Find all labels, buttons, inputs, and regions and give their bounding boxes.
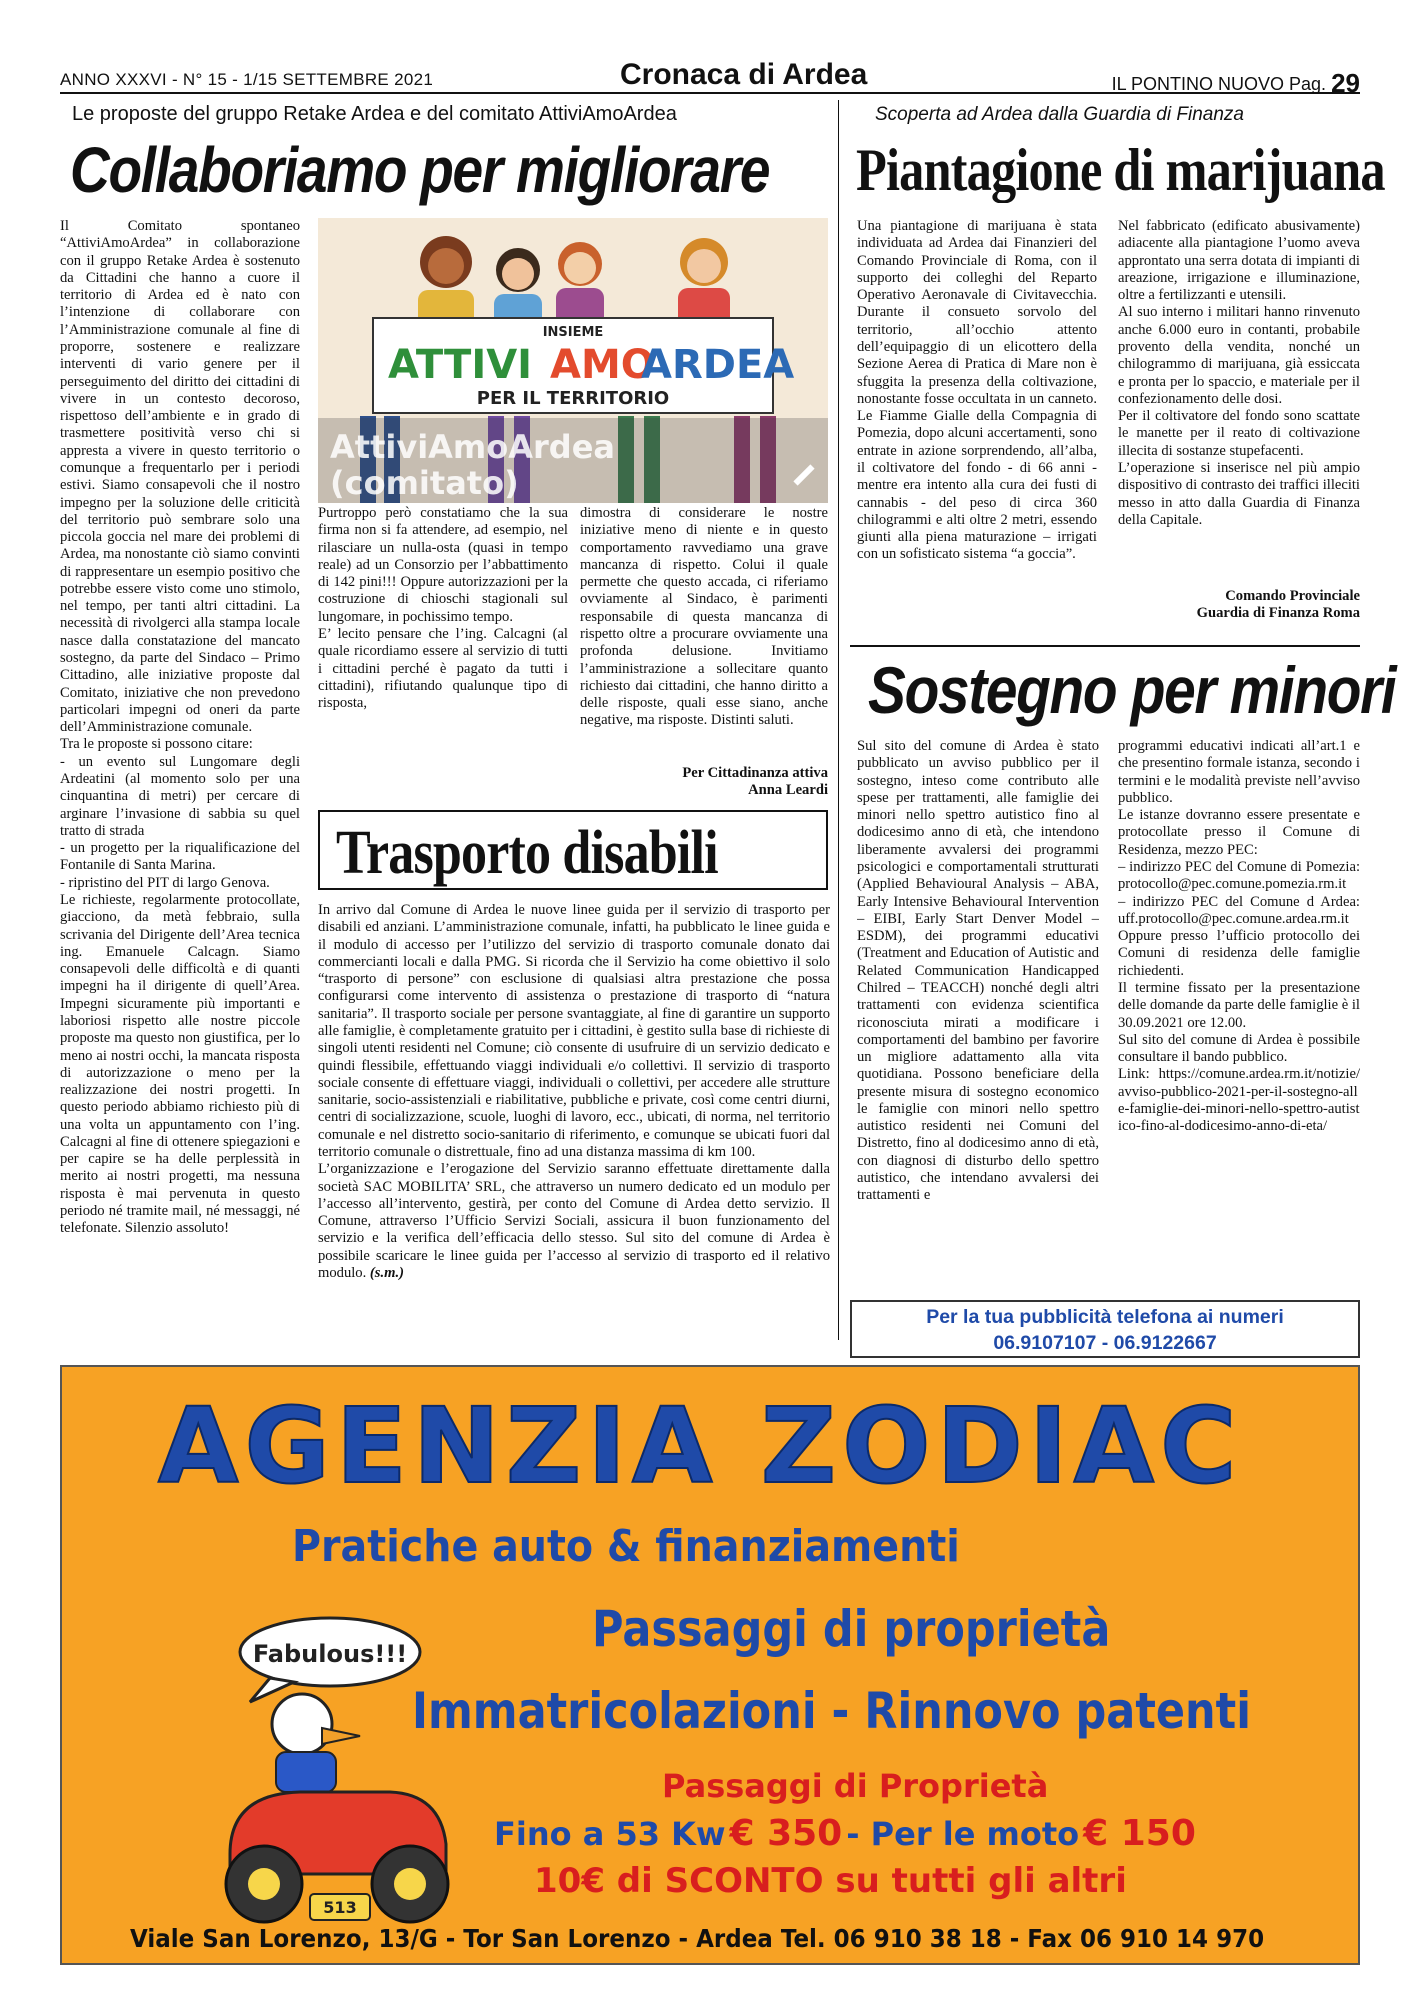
ad-line-immatricolazioni: Immatricolazioni - Rinnovo patenti: [412, 1682, 1251, 1740]
people-illustration: [318, 218, 828, 503]
art1-para: dimostra di considerare le nostre iniziative meno di niente e in questo comportamento ravvediamo una grave mancanza di rispetto. Colui il quale permette che questo accada, ci riferiamo ovviamente al Sindaco, è parimenti responsabile di questa mancanza di rispetto oltre a procurare ovviamente una profonda delusione. Invitiamo l’amministrazione a sollecitare quanto richiesto dai cittadini, che hanno diritto a delle risposte, quali esse siano, anche negative, ma risposte. Distinti saluti.: [580, 505, 828, 729]
art2-para: Nel fabbricato (edificato abusivamente) adiacente alla piantagione l’uomo aveva approntato una serra dotata di impianti di areazione, irrigazione e illuminazione, oltre a fertilizzanti e utensili.: [1118, 218, 1360, 304]
art1-para: - ripristino del PIT di largo Genova.: [60, 874, 270, 891]
photo-caption-1: AttiviAmoArdea: [330, 428, 615, 466]
price-moto: € 150: [1083, 1813, 1196, 1854]
paper-label: IL PONTINO NUOVO Pag.: [1111, 74, 1327, 94]
art4-column-2: [1118, 738, 1360, 1283]
photo-caption-2: (comitato): [330, 464, 519, 502]
art3-para: In arrivo dal Comune di Ardea le nuove linee guida per il servizio di trasporto per disabili ed anziani. L’amministrazione comunale, infatti, ha pubblicato le linee guida e il modulo di accesso per l’utilizzo del servizio di trasporto comunale donato dai commercianti locali e dalla PMG. Si ricorda che il Servizio ha come obiettivo il solo “trasporto di persone” con esclusione di qualsiasi altra prestazione che possa configurarsi come intervento di assistenza o prestazione di trasporto di “natura sanitaria”. Il trasporto sociale per persone svantaggiate, al fine di garantire un supporto alle famiglie, è completamente gratuito per i cittadini, è gestito sulla base di richieste di singoli utenti residenti nel Comune; ciò consente di usufruire di un servizio dedicato e quindi flessibile, effettuando viaggi individuali e/o collettivi. Il servizio di trasporto sociale consente di effettuare viaggi, individuali o collettivi, per accedere alle strutture sanitarie, socio-assistenziali e riabilitative, pubbliche e private, così come centri diurni, centri di socializzazione, scuole, luoghi di lavoro, ecc., ubicati, di norma, nel territorio comunale e nel distretto socio-sanitario di riferimento, e comunque se ubicati fuori dal territorio comunale o distrettuale, fino ad una distanza massima di km 100.: [318, 902, 830, 1160]
art4-para: Le istanze dovranno essere presentate e protocollate presso il Comune di Residenza, mezzo PEC:: [1118, 807, 1360, 858]
pub-line-1: Per la tua pubblicità telefona ai numeri: [926, 1306, 1284, 1328]
price-auto: € 350: [729, 1813, 843, 1854]
page-number: 29: [1331, 68, 1360, 98]
art1-sig-line1: Per Cittadinanza attiva: [682, 765, 828, 781]
art2-para: Una piantagione di marijuana è stata individuata ad Ardea dai Finanzieri del Comando Provinciale di Roma, con il supporto dei colleghi del Reparto Operativo Aeronavale di Civitavecchia. Durante il consueto sorvolo del territorio, all’occhio attento dell’equipaggio di un elicottero della Sezione Aerea di Pratica di Mare non è sfuggita la presenza della coltivazione, nonostante fosse occultata in un canneto. Le Fiamme Gialle della Compagnia di Pomezia, dopo alcuni accertamenti, sono entrate in azione sorprendendo, all’alba, il coltivatore del fondo - di 66 anni - mentre era intento alla cura dei fusti di cannabis - del peso di circa 360 chilogrammi e alti oltre 2 metri, essendo giunti alla piena maturazione – irrigati con un sofisticato sistema “a goccia”.: [857, 218, 1097, 563]
art1-sig-line2: Anna Leardi: [748, 782, 828, 799]
art3-para: L’organizzazione e l’erogazione del Servizio saranno effettuate direttamente dalla società SAC MOBILITA’ SRL, che attraverso un numero dedicato ed un modulo per l’accesso all’intervento, gestirà, per conto del Comune di Ardea detto servizio. Il Comune, attraverso l’Ufficio Servizi Sociali, assicura il buon funzionamento del servizio e la verifica dell’efficacia dello stesso. Sul sito del comune di Ardea è possibile scaricare le linee guida per l’accesso al servizio di trasporto ed il relativo modulo.: [318, 1161, 830, 1281]
art4-para: Sul sito del comune di Ardea è stato pubblicato un avviso pubblico per il sostegno, inteso come contributo alle spese per trattamenti, alle famiglie dei minori nello spettro autistico fino al dodicesimo anno di età, che intendono liberamente avvalersi dei programmi psicologici e comportamentali strutturati (Applied Behavioural Analysis – ABA, Early Intensive Behavioural Intervention – EIBI, Early Start Denver Model – ESDM), dei programmi educativi (Treatment and Education of Autistic and Related Communication Handicapped Chilred – TEACCH) nonché degli altri trattamenti con evidenza scientifica riconosciuta mirati a modificare i comportamenti del bambino per favorire un migliore adattamento alla vita quotidiana. Possono beneficiare della presente misura di sostegno economico le famiglie con minori nello spettro autistico residenti nei Comuni del Distretto, fino al dodicesimo anno di età, con diagnosi di disturbo dello spettro autistico, che intendano avvalersi dei trattamenti e: [857, 738, 1099, 1204]
art3-title-box: [318, 810, 828, 890]
art4-para: Sul sito del comune di Ardea è possibile consultare il bando pubblico.: [1118, 1031, 1360, 1066]
art1-kicker: Le proposte del gruppo Retake Ardea e del comitato AttiviAmoArdea: [72, 103, 677, 125]
art4-top-rule: [850, 645, 1360, 647]
art2-sig-line2: Guardia di Finanza Roma: [1196, 605, 1360, 622]
ad-red-passaggi: Passaggi di Proprietà: [662, 1767, 1049, 1805]
page-header: [60, 58, 1360, 98]
art3-body: [318, 902, 830, 1362]
art2-column-1: [857, 218, 1097, 623]
art2-title: Piantagione di marijuana: [856, 137, 1385, 203]
art1-para: Tra le proposte si possono citare:: [60, 736, 253, 753]
logo-attivi: ATTIVI: [388, 342, 533, 388]
art4-column-1: [857, 738, 1099, 1293]
art4-para: programmi educativi indicati all’art.1 e che presentino formale istanza, secondo i termini e le modalità previste nell’avviso pubblico.: [1118, 738, 1360, 806]
art2-sig-line1: Comando Provinciale: [1225, 588, 1360, 604]
advertising-contact-box: [850, 1300, 1360, 1358]
per-il-territorio-label: PER IL TERRITORIO: [476, 388, 670, 409]
issue-info: ANNO XXXVI - N° 15 - 1/15 SETTEMBRE 2021: [60, 70, 434, 89]
price-label-kw: Fino a 53 Kw: [494, 1815, 726, 1853]
ad-discount: 10€ di SCONTO su tutti gli altri: [534, 1861, 1127, 1901]
art1-column-2: [318, 505, 568, 800]
insieme-label: INSIEME: [542, 325, 604, 340]
paper-name: [1112, 68, 1360, 99]
art4-title: Sostegno per minori: [868, 653, 1396, 727]
ad-title: AGENZIA ZODIAC: [158, 1385, 1243, 1507]
price-label-moto: - Per le moto: [846, 1815, 1080, 1853]
art2-para: Per il coltivatore del fondo sono scattate le manette per il reato di coltivazione illecita di sostanze stupefacenti.: [1118, 408, 1360, 459]
art1-para: E’ lecito pensare che l’ing. Calcagni (al quale ricordiamo essere al servizio di tutti i cittadini perché è pagato da tutti i cittadini), rifiutando qualunque tipo di risposta,: [318, 625, 568, 712]
art2-para: Al suo interno i militari hanno rinvenuto anche 6.000 euro in contanti, probabile provento della vendita, nonché un chilogrammo di marijuana, già essiccata e pronta per lo spaccio, e materiale per il confezionamento delle dosi.: [1118, 304, 1360, 407]
attiviamoardea-photo: [318, 218, 828, 503]
speech-bubble-text: Fabulous!!!: [252, 1640, 408, 1668]
art4-para: – indirizzo PEC del Comune d Ardea: uff.protocollo@pec.comune.ardea.rm.it: [1118, 893, 1360, 927]
art2-para: L’operazione si inserisce nel più ampio dispositivo di contrasto dei traffici illeciti messo in atto dalla Guardia di Finanza della Capitale.: [1118, 459, 1360, 528]
art4-link[interactable]: Link: https://comune.ardea.rm.it/notizie/avviso-pubblico-2021-per-il-sostegno-alle-famiglie-dei-minori-nello-spettro-autistico-fino-al-dodicesimo-anno-di-eta/: [1118, 1066, 1360, 1135]
ad-line-passaggi: Passaggi di proprietà: [592, 1600, 1111, 1658]
license-plate: 513: [323, 1898, 357, 1917]
column-divider: [838, 100, 839, 1340]
art4-para: Oppure presso l’ufficio protocollo dei Comuni di residenza delle famiglie richiedenti.: [1118, 928, 1360, 979]
art2-column-2: [1118, 218, 1360, 588]
art1-column-1: [60, 218, 300, 1353]
art1-para: Le richieste, regolarmente protocollate, giacciono, da metà febbraio, sulla scrivania del Dirigente dell’Area tecnica ing. Emanuele Calcagn. Siamo consapevoli delle difficoltà e di quanti impegni ha il dirigente di quell’Area. Impegni sicuramente più importanti e laboriosi rispetto alle nostre piccole proposte ma questo non giustifica, per lo meno ai nostri occhi, la mancata risposta di autorizzazione o meno per la realizzazione dei nostri progetti. In questo periodo abbiamo richiesto più di una volta un appuntamento con l’ing. Calcagni al fine di ottenere spiegazioni e per capire se ha delle perplessità in merito ai nostri progetti, ma nessuna risposta è mai pervenuta in questo periodo né tramite mail, né messaggi, né telefonate. Silenzio assoluto!: [60, 891, 300, 1237]
art1-para: Purtroppo però constatiamo che la sua firma non si fa attendere, ad esempio, nel rilasciare un nulla-osta (quasi in tempo reale) ad un Consorzio per l’abbattimento di 142 pini!!! Oppure autorizzazioni per la costruzione di chioschi stagionali sul lungomare, in pochissimo tempo.: [318, 505, 568, 625]
ad-prices: [494, 1813, 1196, 1854]
pub-phone-numbers: 06.9107107 - 06.9122667: [993, 1332, 1217, 1354]
art1-title: Collaboriamo per migliorare: [70, 134, 770, 206]
art3-title: Trasporto disabili: [336, 819, 718, 887]
art1-signature: [580, 765, 828, 800]
donald-duck-car-illustration: [210, 1604, 470, 1944]
logo-amo: AMO: [550, 342, 655, 388]
art1-para: - un progetto per la riqualificazione del Fontanile di Santa Marina.: [60, 840, 300, 874]
art1-para: Il Comitato spontaneo “AttiviAmoArdea” in collaborazione con il gruppo Retake Ardea è sostenuto da Cittadini che hanno a cuore il territorio di Ardea ed è nato con l’intenzione di collaborare con l’Amministrazione comunale al fine di proporre, sostenere e realizzare interventi di vario genere per il perseguimento del diritto dei cittadini di vivere in un contesto decoroso, rispettoso dell’ambiente e in grado di trasmettere positività verso chi si appresta a vivere in questo territorio o comunque a frequentarlo per i periodi estivi. Siamo consapevoli che il nostro impegno per la soluzione delle criticità del territorio può sembrare solo una piccola goccia nel mare dei problemi di Ardea, ma nonostante ciò siamo convinti di rappresentare un esempio positivo che potrebbe essere visto come uno stimolo, nel tempo, per tanti altri cittadini. La necessità di rivolgerci alla stampa locale nasce dalla constatazione del mancato sostegno, da parte del Sindaco – Primo Cittadino, alle iniziative proposte dal Comitato, iniziative che non prevedono particolari impegni od oneri da parte dell’Amministrazione comunale.: [60, 218, 300, 736]
art2-signature: [1118, 588, 1360, 623]
art1-para: - un evento sul Lungomare degli Ardeatini (al momento solo per una cinquantina di metri) per cercare di arginare l’invasione di sabbia su quel tratto di strada: [60, 753, 300, 839]
art4-para: Il termine fissato per la presentazione delle domande da parte delle famiglie è il 30.09.2021 ore 12.00.: [1118, 979, 1360, 1031]
ad-subtitle: Pratiche auto & finanziamenti: [292, 1521, 960, 1572]
ad-footer-address: Viale San Lorenzo, 13/G - Tor San Lorenzo - Ardea Tel. 06 910 38 18 - Fax 06 910 14 970: [130, 1924, 1265, 1953]
art2-kicker: Scoperta ad Ardea dalla Guardia di Finanza: [875, 104, 1244, 125]
art1-column-3: [580, 505, 828, 765]
agenzia-zodiac-ad: [60, 1365, 1360, 1965]
art4-para: – indirizzo PEC del Comune di Pomezia: protocollo@pec.comune.pomezia.rm.it: [1118, 858, 1360, 893]
section-title: Cronaca di Ardea: [620, 58, 868, 91]
art3-signature: (s.m.): [369, 1264, 404, 1281]
logo-ardea: ARDEA: [641, 342, 795, 388]
